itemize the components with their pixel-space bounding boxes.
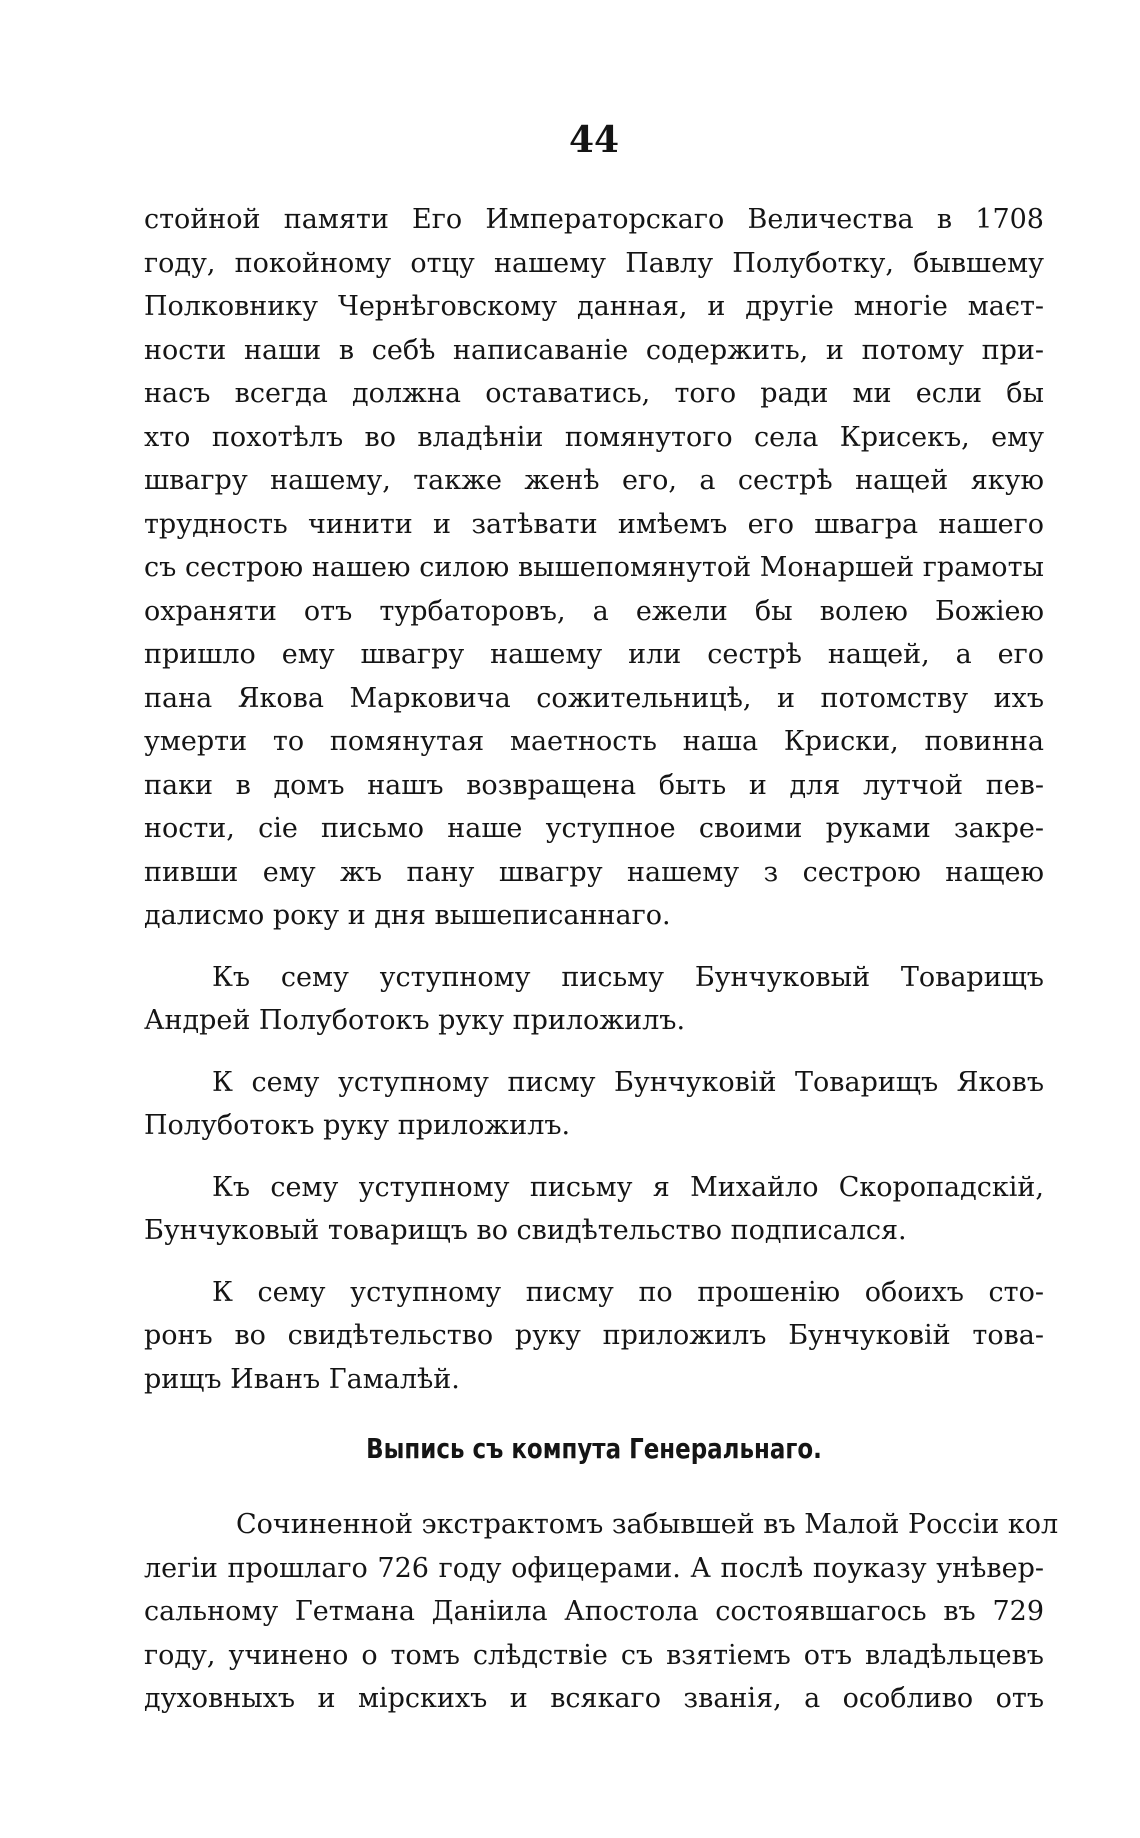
text-line: ности наши в себѣ написаваніе содержить, и потому при-: [144, 334, 1044, 366]
text-line: году, покойному отцу нашему Павлу Полуботку, бывшему: [144, 247, 1044, 279]
text-line: пана Якова Марковича сожительницѣ, и потомству ихъ: [144, 682, 1044, 714]
section-heading: Выпись съ компута Генеральнаго.: [366, 1432, 822, 1465]
paragraph-deed-text: [144, 198, 1044, 938]
text-line: Сочиненной экстрактомъ забывшей въ Малой Россіи кол: [236, 1509, 1059, 1540]
text-line: далисмо року и дня вышеписаннаго.: [144, 900, 671, 931]
text-line: насъ всегда должна оставатись, того ради ми если бы: [144, 378, 1044, 409]
text-line: швагру нашему, также женѣ его, а сестрѣ нащей якую: [144, 465, 1044, 496]
text-line: ронъ во свидѣтельство руку приложилъ Бунчуковій това-: [144, 1320, 1044, 1351]
paragraph-signature-yakov: [144, 1061, 1044, 1148]
text-line: Полуботокъ руку приложилъ.: [144, 1110, 571, 1141]
text-line: сальному Гетмана Даніила Апостола состоявшагось въ 729: [144, 1596, 1044, 1627]
paragraph-signature-gamalei: [144, 1271, 1044, 1402]
paragraph-signature-andrei: [144, 956, 1044, 1043]
text-line: охраняти отъ турбаторовъ, а ежели бы волею Божіею: [144, 595, 1044, 627]
text-line: Къ сему уступному письму я Михайло Скоропадскій,: [212, 1171, 1044, 1203]
text-line: году, учинено о томъ слѣдствіе съ взятіемъ отъ владѣльцевъ: [144, 1639, 1044, 1671]
text-line: трудность чинити и затѣвати имѣемъ его швагра нашего: [144, 508, 1044, 540]
text-line: Полковнику Чернѣговскому данная, и другіе многіе маєт-: [144, 291, 1044, 322]
page-number: 44: [568, 119, 620, 161]
text-line: легіи прошлаго 726 году офицерами. А послѣ поуказу унѣвер-: [144, 1552, 1044, 1584]
text-line: рищъ Иванъ Гамалѣй.: [144, 1363, 460, 1395]
text-line: стойной памяти Его Императорскаго Величества в 1708: [144, 204, 1044, 235]
text-line: пивши ему жъ пану швагру нашему з сестрою нащею: [144, 856, 1044, 888]
paragraph-extract: [144, 1503, 1059, 1721]
paragraph-signature-skoropadsky: [144, 1166, 1044, 1253]
text-line: К сему уступному писму по прошенію обоихъ сто-: [212, 1276, 1044, 1308]
text-line: умерти то помянутая маетность наша Криски, повинна: [144, 726, 1044, 757]
text-line: К сему уступному писму Бунчуковій Товарищъ Яковъ: [212, 1066, 1044, 1098]
text-line: Андрей Полуботокъ руку приложилъ.: [144, 1005, 686, 1036]
text-line: Бунчуковый товарищъ во свидѣтельство подписался.: [144, 1215, 907, 1246]
text-line: духовныхъ и мірскихъ и всякаго званія, а особливо отъ: [144, 1683, 1044, 1714]
text-line: паки в домъ нашъ возвращена быть и для лутчой пев-: [144, 769, 1044, 801]
document-page: [144, 118, 1059, 1721]
text-line: ности, сіе письмо наше уступное своими руками закре-: [144, 813, 1044, 844]
text-line: пришло ему швагру нашему или сестрѣ нащей, а его: [144, 639, 1044, 670]
text-line: Къ сему уступному письму Бунчуковый Товарищъ: [212, 961, 1044, 993]
text-line: съ сестрою нашею силою вышепомянутой Монаршей грамоты: [144, 552, 1044, 583]
text-line: хто похотѣлъ во владѣніи помянутого села Крисекъ, ему: [144, 421, 1044, 453]
